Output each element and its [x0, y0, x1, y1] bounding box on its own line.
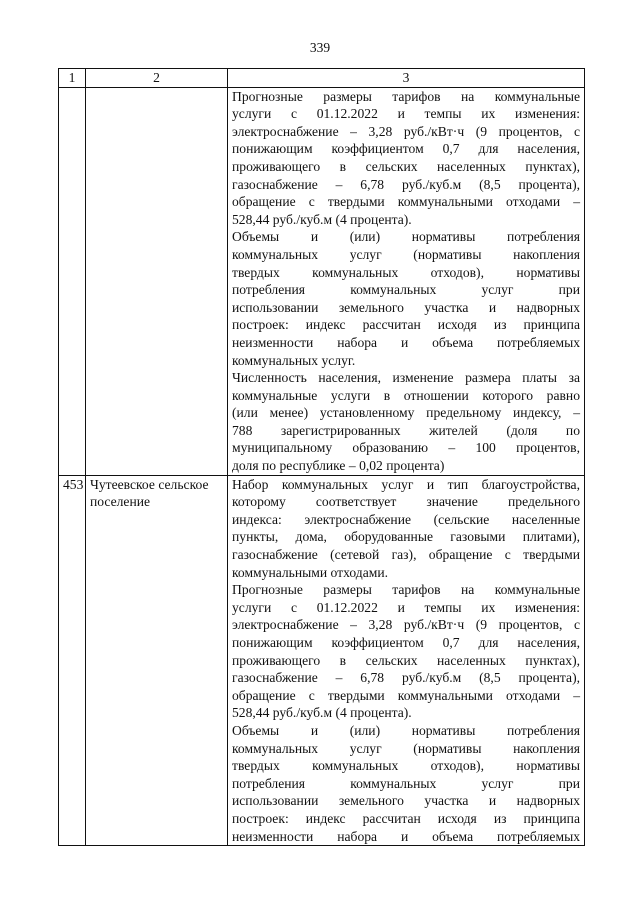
text-line: использовании земельного участка и надворных: [232, 299, 580, 315]
text-line: понижающим коэффициентом 0,7 для населения,: [232, 141, 580, 157]
text-line: коммунальных услуг (нормативы накопления: [232, 740, 580, 756]
text-line: электроснабжение – 3,28 руб./кВт·ч (9 процентов, с: [232, 123, 580, 139]
text-line: обращение с твердыми коммунальными отходами –: [232, 194, 580, 210]
text-line: коммунальные услуги в отношении которого равно: [232, 387, 580, 403]
table-row-453: [59, 475, 585, 845]
text-line: потребления коммунальных услуг при: [232, 775, 580, 791]
text-line: газоснабжение – 6,78 руб./куб.м (8,5 процента),: [232, 670, 580, 686]
paragraph: [232, 581, 580, 722]
page-number: 339: [309, 40, 331, 55]
text-line: построек: индекс рассчитан исходя из принципа: [232, 317, 580, 333]
text-line: индекса: электроснабжение (сельские населенные: [232, 511, 580, 527]
text-line: муниципальному образованию – 100 процентов,: [232, 440, 580, 456]
row-content: [228, 475, 585, 845]
text-line: газоснабжение – 6,78 руб./куб.м (8,5 процента),: [232, 176, 580, 192]
text-line: электроснабжение – 3,28 руб./кВт·ч (9 процентов, с: [232, 617, 580, 633]
row-paragraphs: [232, 476, 580, 845]
text-line: понижающим коэффициентом 0,7 для населения,: [232, 635, 580, 650]
text-line: Прогнозные размеры тарифов на коммунальные: [232, 582, 580, 598]
table-row-continued: [59, 87, 585, 475]
header-col-1: 1: [59, 69, 86, 88]
text-line: Объемы и (или) нормативы потребления: [232, 229, 580, 245]
row-number: 453: [59, 475, 86, 845]
settlement-name: [86, 87, 228, 475]
paragraph: [232, 476, 580, 582]
paragraph: [232, 722, 580, 845]
header-col-2: 2: [86, 69, 228, 88]
text-line: пункты, дома, оборудованные газовыми плитами),: [232, 529, 580, 545]
text-line: газоснабжение (сетевой газ), обращение с твердыми: [232, 547, 580, 563]
text-line: коммунальными отходами.: [232, 564, 389, 580]
paragraph: [232, 88, 580, 229]
text-line: Набор коммунальных услуг и тип благоустройства,: [232, 476, 580, 492]
header-col-3: 3: [228, 69, 585, 88]
text-line: (или менее) установленному предельному индексу, –: [232, 405, 580, 421]
text-line: твердых коммунальных отходов), нормативы: [232, 758, 580, 774]
text-line: Прогнозные размеры тарифов на коммунальные: [232, 88, 580, 104]
paragraph: [232, 369, 580, 475]
text-line: 528,44 руб./куб.м (4 процента).: [232, 705, 412, 721]
text-line: построек: индекс рассчитан исходя из принципа: [232, 810, 580, 826]
text-line: твердых коммунальных отходов), нормативы: [232, 264, 580, 280]
text-line: 788 зарегистрированных жителей (доля по: [232, 422, 580, 438]
text-line: обращение с твердыми коммунальными отходами –: [232, 687, 580, 703]
tariff-table: [58, 68, 585, 846]
paragraph: [232, 228, 580, 369]
text-line: неизменности набора и объема потребляемых: [232, 828, 580, 844]
row-paragraphs: [232, 88, 580, 475]
text-line: Численность населения, изменение размера платы за: [232, 370, 580, 386]
row-content: [228, 87, 585, 475]
text-line: проживающего в сельских населенных пунктах),: [232, 652, 580, 668]
text-line: коммунальных услуг (нормативы накопления: [232, 246, 580, 262]
text-line: неизменности набора и объема потребляемых: [232, 334, 580, 350]
text-line: коммунальных услуг.: [232, 352, 356, 368]
text-line: которому соответствует значение предельного: [232, 494, 580, 510]
row-number: [59, 87, 86, 475]
text-line: услуги с 01.12.2022 и темпы их изменения:: [232, 106, 580, 122]
text-line: потребления коммунальных услуг при: [232, 282, 580, 298]
text-line: услуги с 01.12.2022 и темпы их изменения:: [232, 599, 580, 615]
settlement-name: Чутеевское сельское поселение: [86, 475, 228, 845]
table-header-row: [59, 69, 585, 88]
text-line: использовании земельного участка и надворных: [232, 793, 580, 809]
text-line: доля по республике – 0,02 процента): [232, 458, 445, 474]
text-line: проживающего в сельских населенных пунктах),: [232, 158, 580, 174]
text-line: Объемы и (или) нормативы потребления: [232, 722, 580, 738]
text-line: 528,44 руб./куб.м (4 процента).: [232, 211, 412, 227]
